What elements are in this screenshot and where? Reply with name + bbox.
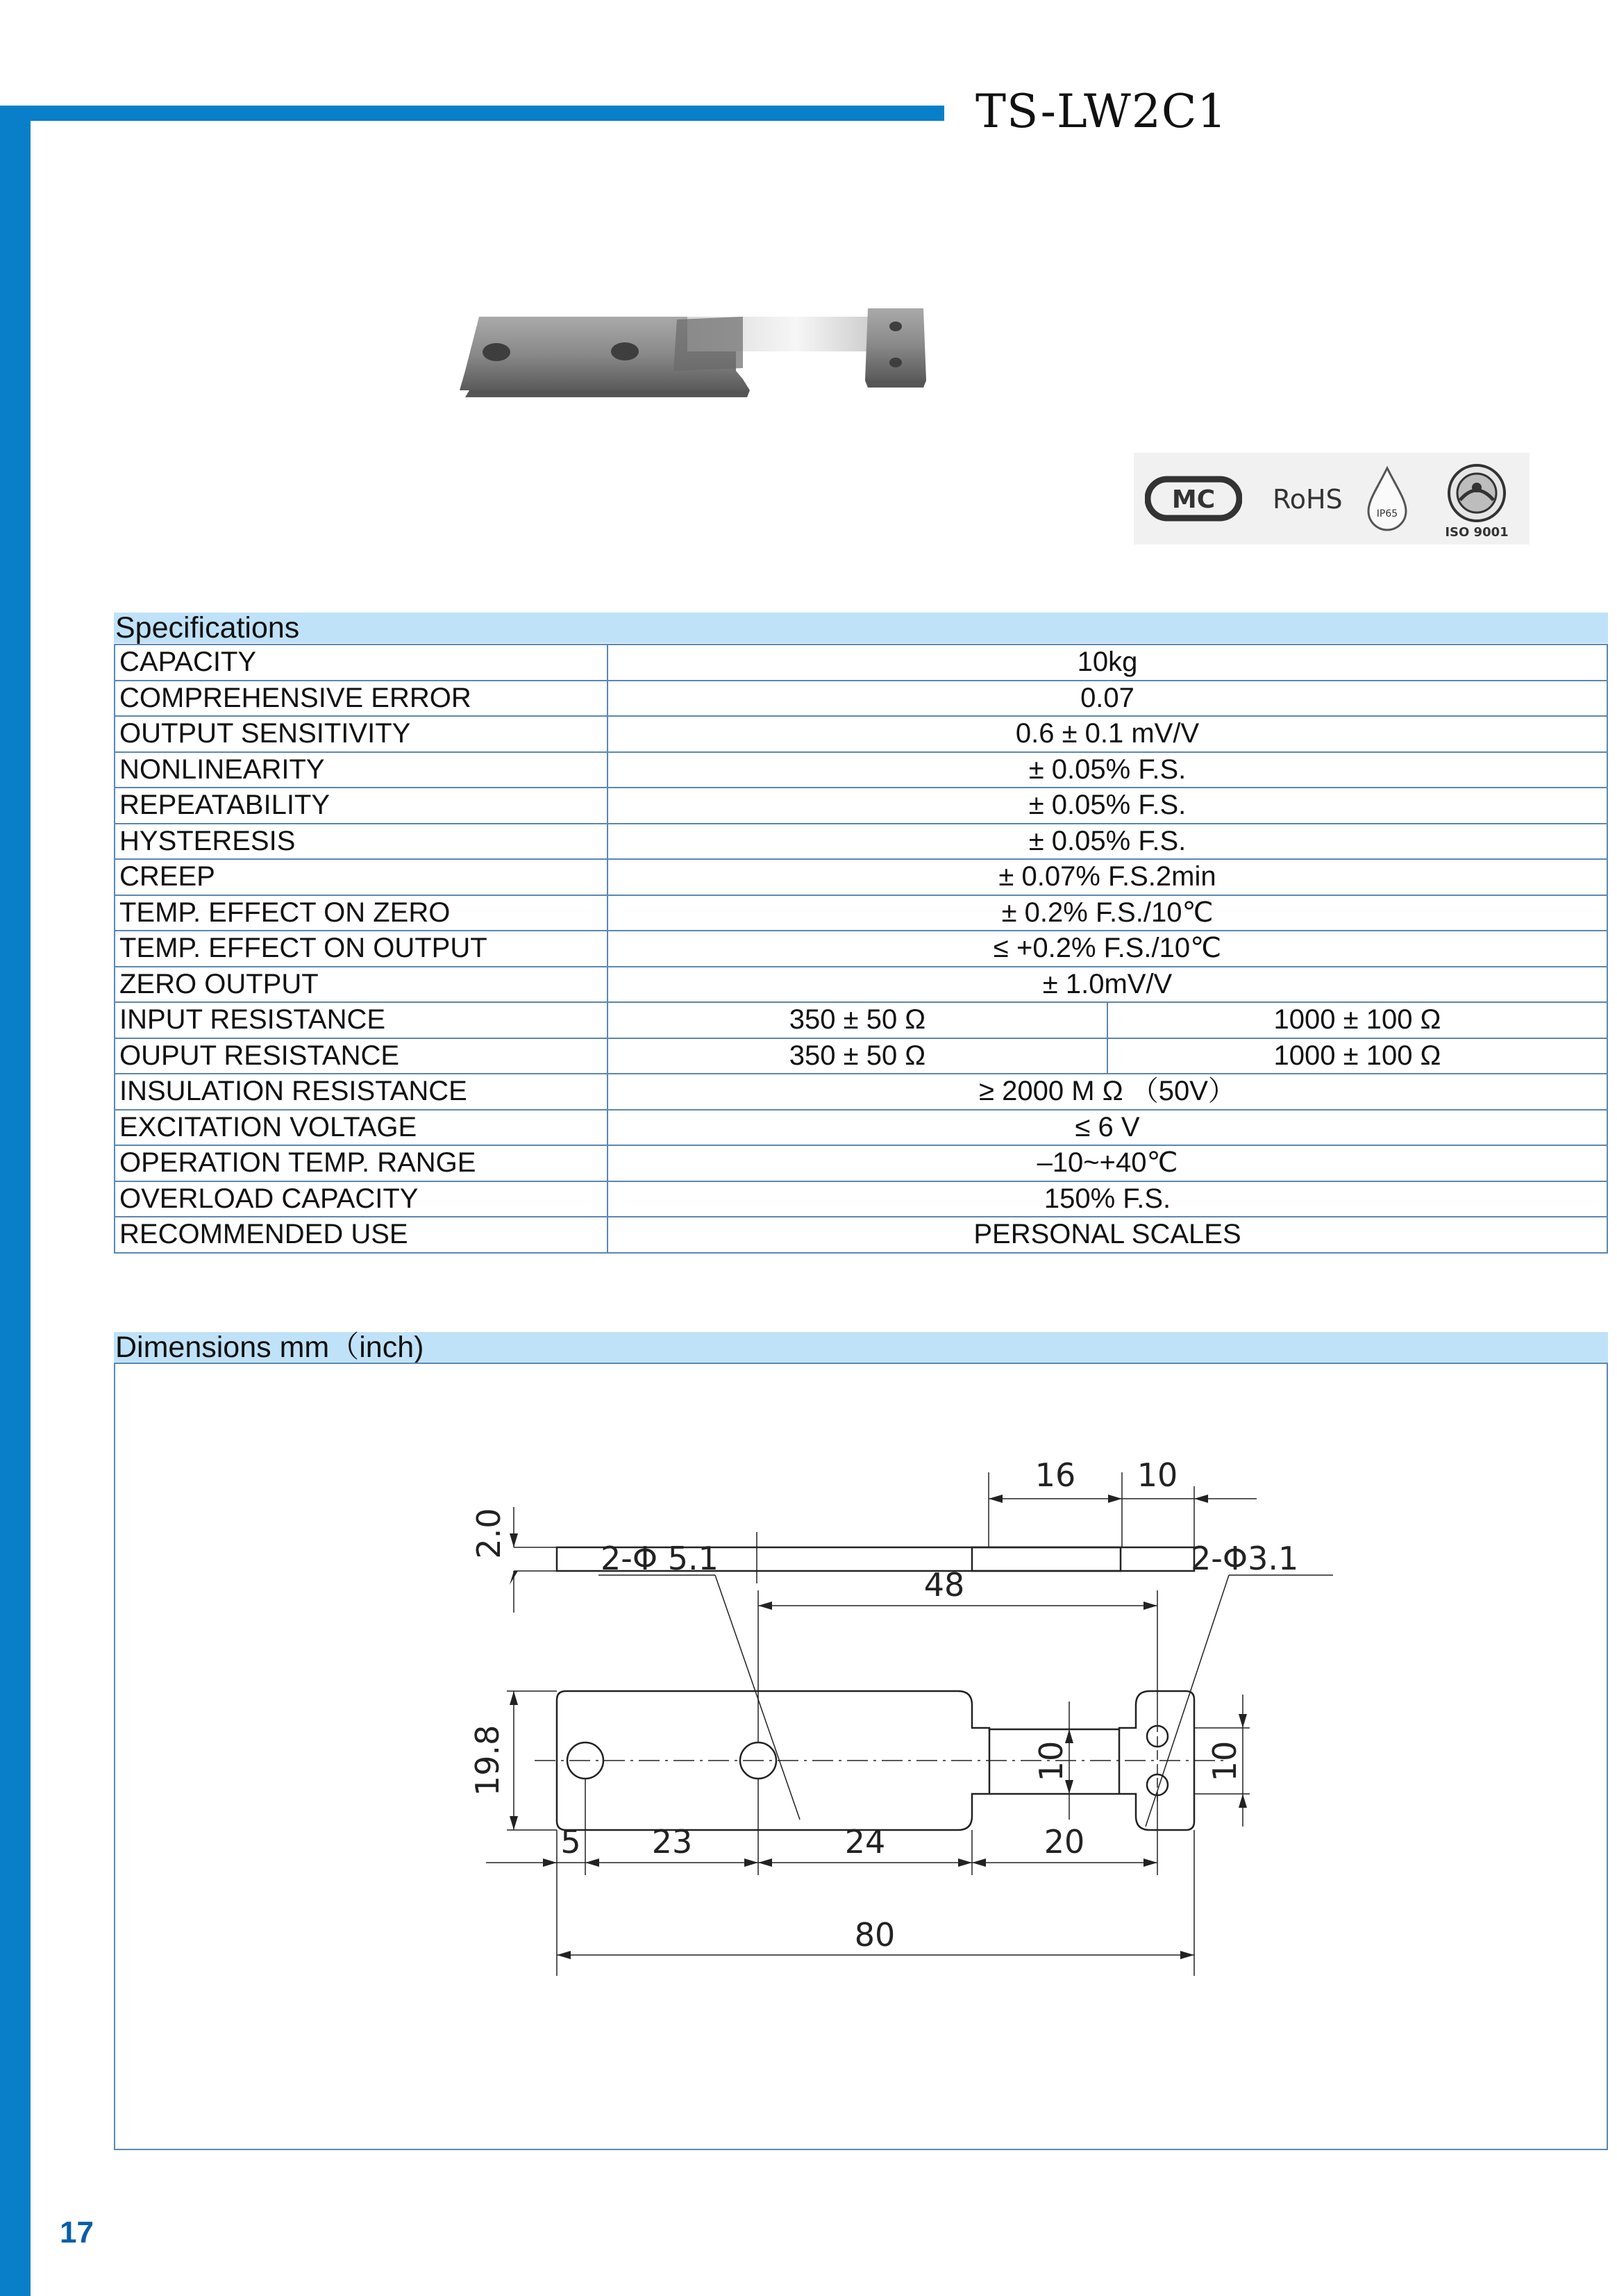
dim-24: 24 — [844, 1823, 886, 1861]
spec-value: ± 0.05% F.S. — [608, 752, 1607, 788]
spec-row-creep — [115, 859, 1607, 895]
dim-5: 5 — [560, 1823, 581, 1861]
specifications-table — [114, 644, 1608, 1254]
spec-value: ± 0.07% F.S.2min — [608, 859, 1607, 895]
spec-row-hysteresis — [115, 824, 1607, 860]
spec-label: NONLINEARITY — [115, 752, 608, 788]
load-cell-photo — [451, 299, 937, 410]
dim-thickness: 2.0 — [470, 1508, 508, 1559]
spec-value-b: 1000 ± 100 Ω — [1107, 1002, 1607, 1038]
left-accent-bar — [0, 106, 31, 2296]
spec-value: –10~+40℃ — [608, 1145, 1607, 1181]
dim-total-80: 80 — [854, 1916, 896, 1954]
dimensions-header: Dimensions mm（inch) — [114, 1332, 1608, 1363]
spec-row-temp-effect-output — [115, 931, 1607, 967]
ip-rating-text: IP65 — [1376, 508, 1398, 519]
dim-width-10: 10 — [1137, 1456, 1178, 1494]
spec-row-input-resistance — [115, 1002, 1607, 1038]
top-accent-bar — [0, 106, 944, 121]
model-title: TS-LW2C1 — [975, 85, 1228, 138]
spec-row-nonlinearity — [115, 752, 1607, 788]
spec-label: OUPUT RESISTANCE — [115, 1038, 608, 1074]
spec-row-temp-effect-zero — [115, 895, 1607, 931]
spec-label: TEMP. EFFECT ON ZERO — [115, 895, 608, 931]
rohs-text: RoHS — [1273, 484, 1343, 515]
spec-value: ± 0.2% F.S./10℃ — [608, 895, 1607, 931]
dim-large-holes: 2-Φ 5.1 — [601, 1540, 719, 1577]
dimension-drawing — [444, 1417, 1333, 1993]
spec-row-recommended-use — [115, 1217, 1607, 1253]
page-number: 17 — [60, 2215, 94, 2249]
spec-label: INPUT RESISTANCE — [115, 1002, 608, 1038]
spec-value: ≤ 6 V — [608, 1110, 1607, 1146]
dim-inner-10b: 10 — [1206, 1740, 1243, 1782]
mc-mark-icon — [1145, 474, 1242, 524]
spec-value-b: 1000 ± 100 Ω — [1107, 1038, 1607, 1074]
iso-9001-seal-icon — [1435, 460, 1518, 540]
spec-row-repeatability — [115, 788, 1607, 824]
spec-value: 10kg — [608, 644, 1607, 681]
spec-label: REPEATABILITY — [115, 788, 608, 824]
spec-row-insulation-resistance — [115, 1074, 1607, 1110]
dim-20: 20 — [1044, 1823, 1085, 1861]
mc-mark-text: MC — [1171, 485, 1216, 514]
dim-height: 19.8 — [469, 1724, 506, 1797]
spec-value: 0.6 ± 0.1 mV/V — [608, 716, 1607, 752]
spec-value: PERSONAL SCALES — [608, 1217, 1607, 1253]
spec-value: 0.07 — [608, 681, 1607, 717]
spec-label: OVERLOAD CAPACITY — [115, 1181, 608, 1217]
spec-label: EXCITATION VOLTAGE — [115, 1110, 608, 1146]
spec-row-capacity — [115, 644, 1607, 681]
spec-label: HYSTERESIS — [115, 824, 608, 860]
spec-label: CAPACITY — [115, 644, 608, 681]
specifications-header: Specifications — [114, 613, 1608, 643]
spec-row-operation-temp — [115, 1145, 1607, 1181]
certification-strip — [1134, 453, 1530, 544]
spec-value: ≥ 2000 M Ω （50V） — [608, 1074, 1607, 1110]
spec-row-zero-output — [115, 967, 1607, 1003]
spec-value: ± 0.05% F.S. — [608, 824, 1607, 860]
spec-value-a: 350 ± 50 Ω — [608, 1038, 1107, 1074]
iso-text: ISO 9001 — [1445, 525, 1509, 540]
spec-value: ± 1.0mV/V — [608, 967, 1607, 1003]
side-view-thin-section — [972, 1547, 1121, 1571]
spec-label: CREEP — [115, 859, 608, 895]
spec-row-overload-capacity — [115, 1181, 1607, 1217]
spec-label: ZERO OUTPUT — [115, 967, 608, 1003]
spec-row-output-resistance — [115, 1038, 1607, 1074]
spec-label: OPERATION TEMP. RANGE — [115, 1145, 608, 1181]
spec-label: COMPREHENSIVE ERROR — [115, 681, 608, 717]
ip-rating-drop-icon — [1362, 464, 1413, 533]
spec-label: INSULATION RESISTANCE — [115, 1074, 608, 1110]
spec-value: ± 0.05% F.S. — [608, 788, 1607, 824]
spec-value: ≤ +0.2% F.S./10℃ — [608, 931, 1607, 967]
rohs-icon — [1270, 474, 1346, 524]
dim-length-48: 48 — [923, 1566, 965, 1604]
spec-label: RECOMMENDED USE — [115, 1217, 608, 1253]
spec-label: OUTPUT SENSITIVITY — [115, 716, 608, 752]
spec-row-excitation-voltage — [115, 1110, 1607, 1146]
dim-width-16: 16 — [1034, 1456, 1076, 1494]
spec-value: 150% F.S. — [608, 1181, 1607, 1217]
dim-23: 23 — [651, 1823, 693, 1861]
spec-row-output-sensitivity — [115, 716, 1607, 752]
spec-value-a: 350 ± 50 Ω — [608, 1002, 1107, 1038]
spec-row-comprehensive-error — [115, 681, 1607, 717]
dim-small-holes: 2-Φ3.1 — [1191, 1540, 1299, 1577]
spec-label: TEMP. EFFECT ON OUTPUT — [115, 931, 608, 967]
dim-inner-10a: 10 — [1032, 1740, 1070, 1782]
